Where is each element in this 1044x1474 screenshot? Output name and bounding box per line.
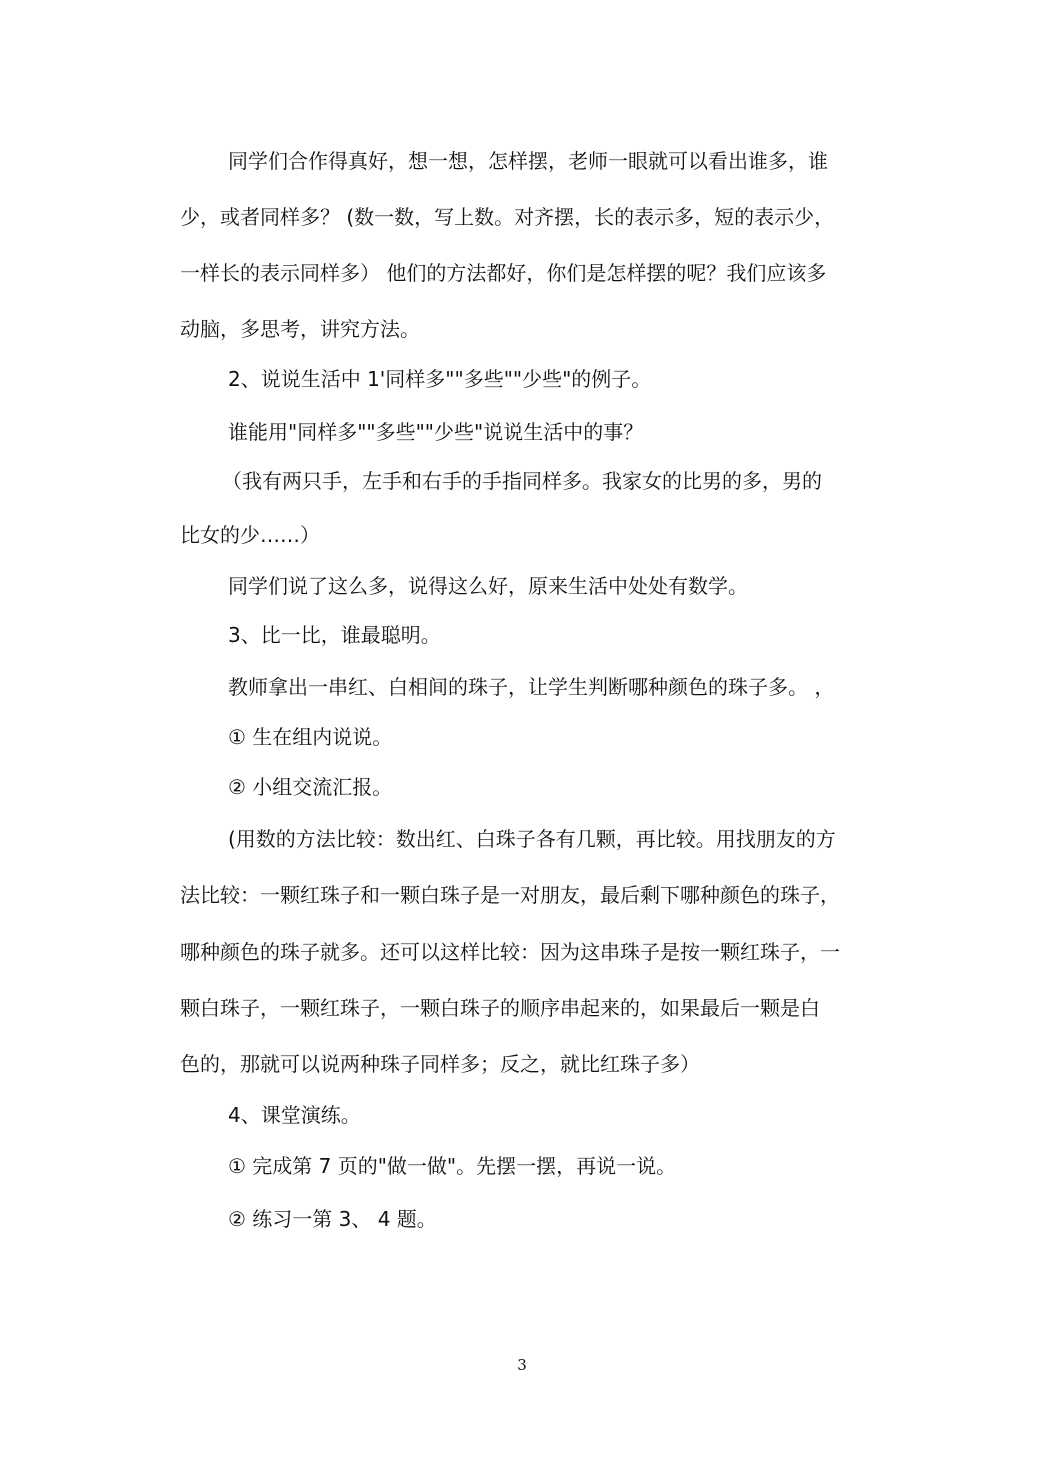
paragraph-line: 哪种颜色的珠子就多。还可以这样比较：因为这串珠子是按一颗红珠子，一: [180, 940, 840, 964]
paragraph-line: 颗白珠子，一颗红珠子，一颗白珠子的顺序串起来的，如果最后一颗是白: [180, 996, 820, 1020]
paragraph-line: 同学们说了这么多，说得这么好，原来生活中处处有数学。: [228, 574, 748, 598]
list-item: ① 完成第 7 页的"做一做"。先摆一摆，再说一说。: [228, 1154, 677, 1178]
paragraph-line: 谁能用"同样多""多些""少些"说说生活中的事？: [228, 420, 644, 444]
paragraph-line: 色的，那就可以说两种珠子同样多；反之，就比红珠子多）: [180, 1052, 700, 1076]
paragraph-line: (用数的方法比较：数出红、白珠子各有几颗，再比较。用找朋友的方: [228, 827, 836, 851]
paragraph-line: 教师拿出一串红、白相间的珠子，让学生判断哪种颜色的珠子多。 ，: [228, 675, 835, 699]
paragraph-line: 比女的少……）: [180, 523, 320, 547]
list-item-heading: 2、说说生活中 1'同样多""多些""少些"的例子。: [228, 367, 652, 391]
page-number: 3: [517, 1356, 527, 1374]
list-item: ② 小组交流汇报。: [228, 775, 393, 799]
list-item: ① 生在组内说说。: [228, 725, 393, 749]
paragraph-line: 动脑，多思考，讲究方法。: [180, 317, 420, 341]
paragraph-line: 一样长的表示同样多） 他们的方法都好，你们是怎样摆的呢？我们应该多: [180, 261, 827, 285]
list-item-heading: 3、比一比，谁最聪明。: [228, 623, 441, 647]
paragraph-line: 法比较：一颗红珠子和一颗白珠子是一对朋友，最后剩下哪种颜色的珠子，: [180, 883, 840, 907]
list-item-heading: 4、课堂演练。: [228, 1103, 361, 1127]
paragraph-line: 少，或者同样多？ (数一数，写上数。对齐摆，长的表示多，短的表示少，: [180, 205, 835, 229]
list-item: ② 练习一第 3、 4 题。: [228, 1207, 437, 1231]
paragraph-line: （我有两只手，左手和右手的手指同样多。我家女的比男的多，男的: [222, 469, 822, 493]
paragraph-line: 同学们合作得真好，想一想，怎样摆，老师一眼就可以看出谁多，谁: [228, 149, 828, 173]
